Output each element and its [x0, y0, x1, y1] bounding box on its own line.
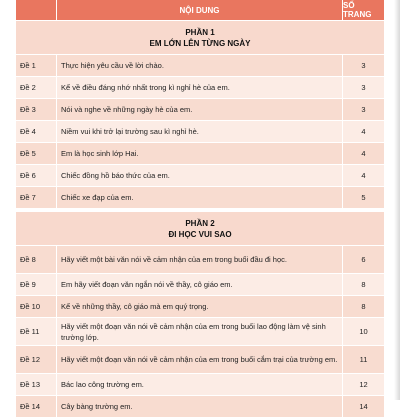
row-page: 8	[342, 296, 384, 317]
table-of-contents	[16, 0, 384, 411]
header-page: SỐ TRANG	[342, 0, 384, 20]
row-number: Đề 3	[16, 99, 56, 120]
row-text: Hãy viết một đoạn văn nói về cảm nhận của em trong buổi cắm trại của trường em.	[56, 346, 342, 373]
row-page: 3	[342, 99, 384, 120]
row-page: 4	[342, 165, 384, 186]
section-name: EM LỚN LÊN TỪNG NGÀY	[149, 38, 251, 48]
row-text: Thực hiện yêu cầu về lời chào.	[56, 55, 342, 76]
page-edge-shadow	[394, 0, 400, 400]
row-text: Bác lao công trường em.	[56, 374, 342, 395]
row-text: Chiếc xe đạp của em.	[56, 187, 342, 208]
row-page: 4	[342, 143, 384, 164]
section-part-1	[16, 21, 384, 55]
row-number: Đề 11	[16, 318, 56, 345]
row-text: Hãy viết một bài văn nói về cảm nhận của em trong buổi đầu đi học.	[56, 246, 342, 273]
row-page: 4	[342, 121, 384, 142]
section-part-2	[16, 212, 384, 246]
row-page: 10	[342, 318, 384, 345]
row-text: Nói và nghe về những ngày hè của em.	[56, 99, 342, 120]
section-name: ĐI HỌC VUI SAO	[168, 229, 232, 239]
row-number: Đề 9	[16, 274, 56, 295]
table-row	[16, 187, 384, 209]
table-row	[16, 55, 384, 77]
header-content: NỘI DUNG	[56, 0, 342, 20]
row-number: Đề 10	[16, 296, 56, 317]
row-number: Đề 5	[16, 143, 56, 164]
row-page: 14	[342, 396, 384, 417]
row-number: Đề 14	[16, 396, 56, 417]
table-header	[16, 0, 384, 21]
table-row	[16, 396, 384, 418]
row-page: 3	[342, 77, 384, 98]
table-row	[16, 165, 384, 187]
row-number: Đề 4	[16, 121, 56, 142]
row-text: Hãy viết một đoạn văn nói về cảm nhận của em trong buổi lao động làm vệ sinh trường lớp.	[56, 318, 342, 345]
row-page: 12	[342, 374, 384, 395]
row-number: Đề 1	[16, 55, 56, 76]
section-title: PHẦN 1	[185, 27, 215, 37]
table-row	[16, 346, 384, 374]
row-page: 6	[342, 246, 384, 273]
row-number: Đề 12	[16, 346, 56, 373]
row-text: Niềm vui khi trở lại trường sau kì nghỉ hè.	[56, 121, 342, 142]
row-text: Kể về những thầy, cô giáo mà em quý trọng.	[56, 296, 342, 317]
row-number: Đề 6	[16, 165, 56, 186]
table-row	[16, 121, 384, 143]
row-text: Kể về điều đáng nhớ nhất trong kì nghỉ hè của em.	[56, 77, 342, 98]
table-row	[16, 77, 384, 99]
table-row	[16, 274, 384, 296]
table-row	[16, 296, 384, 318]
row-text: Cây bàng trường em.	[56, 396, 342, 417]
row-text: Em là học sinh lớp Hai.	[56, 143, 342, 164]
row-number: Đề 7	[16, 187, 56, 208]
row-text: Chiếc đồng hồ báo thức của em.	[56, 165, 342, 186]
table-row	[16, 143, 384, 165]
table-row	[16, 374, 384, 396]
row-page: 8	[342, 274, 384, 295]
section-title: PHẦN 2	[185, 218, 215, 228]
row-page: 3	[342, 55, 384, 76]
row-number: Đề 13	[16, 374, 56, 395]
header-number-cell	[16, 0, 56, 20]
table-row	[16, 99, 384, 121]
table-row	[16, 246, 384, 274]
row-number: Đề 8	[16, 246, 56, 273]
table-row	[16, 318, 384, 346]
row-text: Em hãy viết đoạn văn ngắn nói về thầy, cô giáo em.	[56, 274, 342, 295]
row-number: Đề 2	[16, 77, 56, 98]
row-page: 11	[342, 346, 384, 373]
row-page: 5	[342, 187, 384, 208]
